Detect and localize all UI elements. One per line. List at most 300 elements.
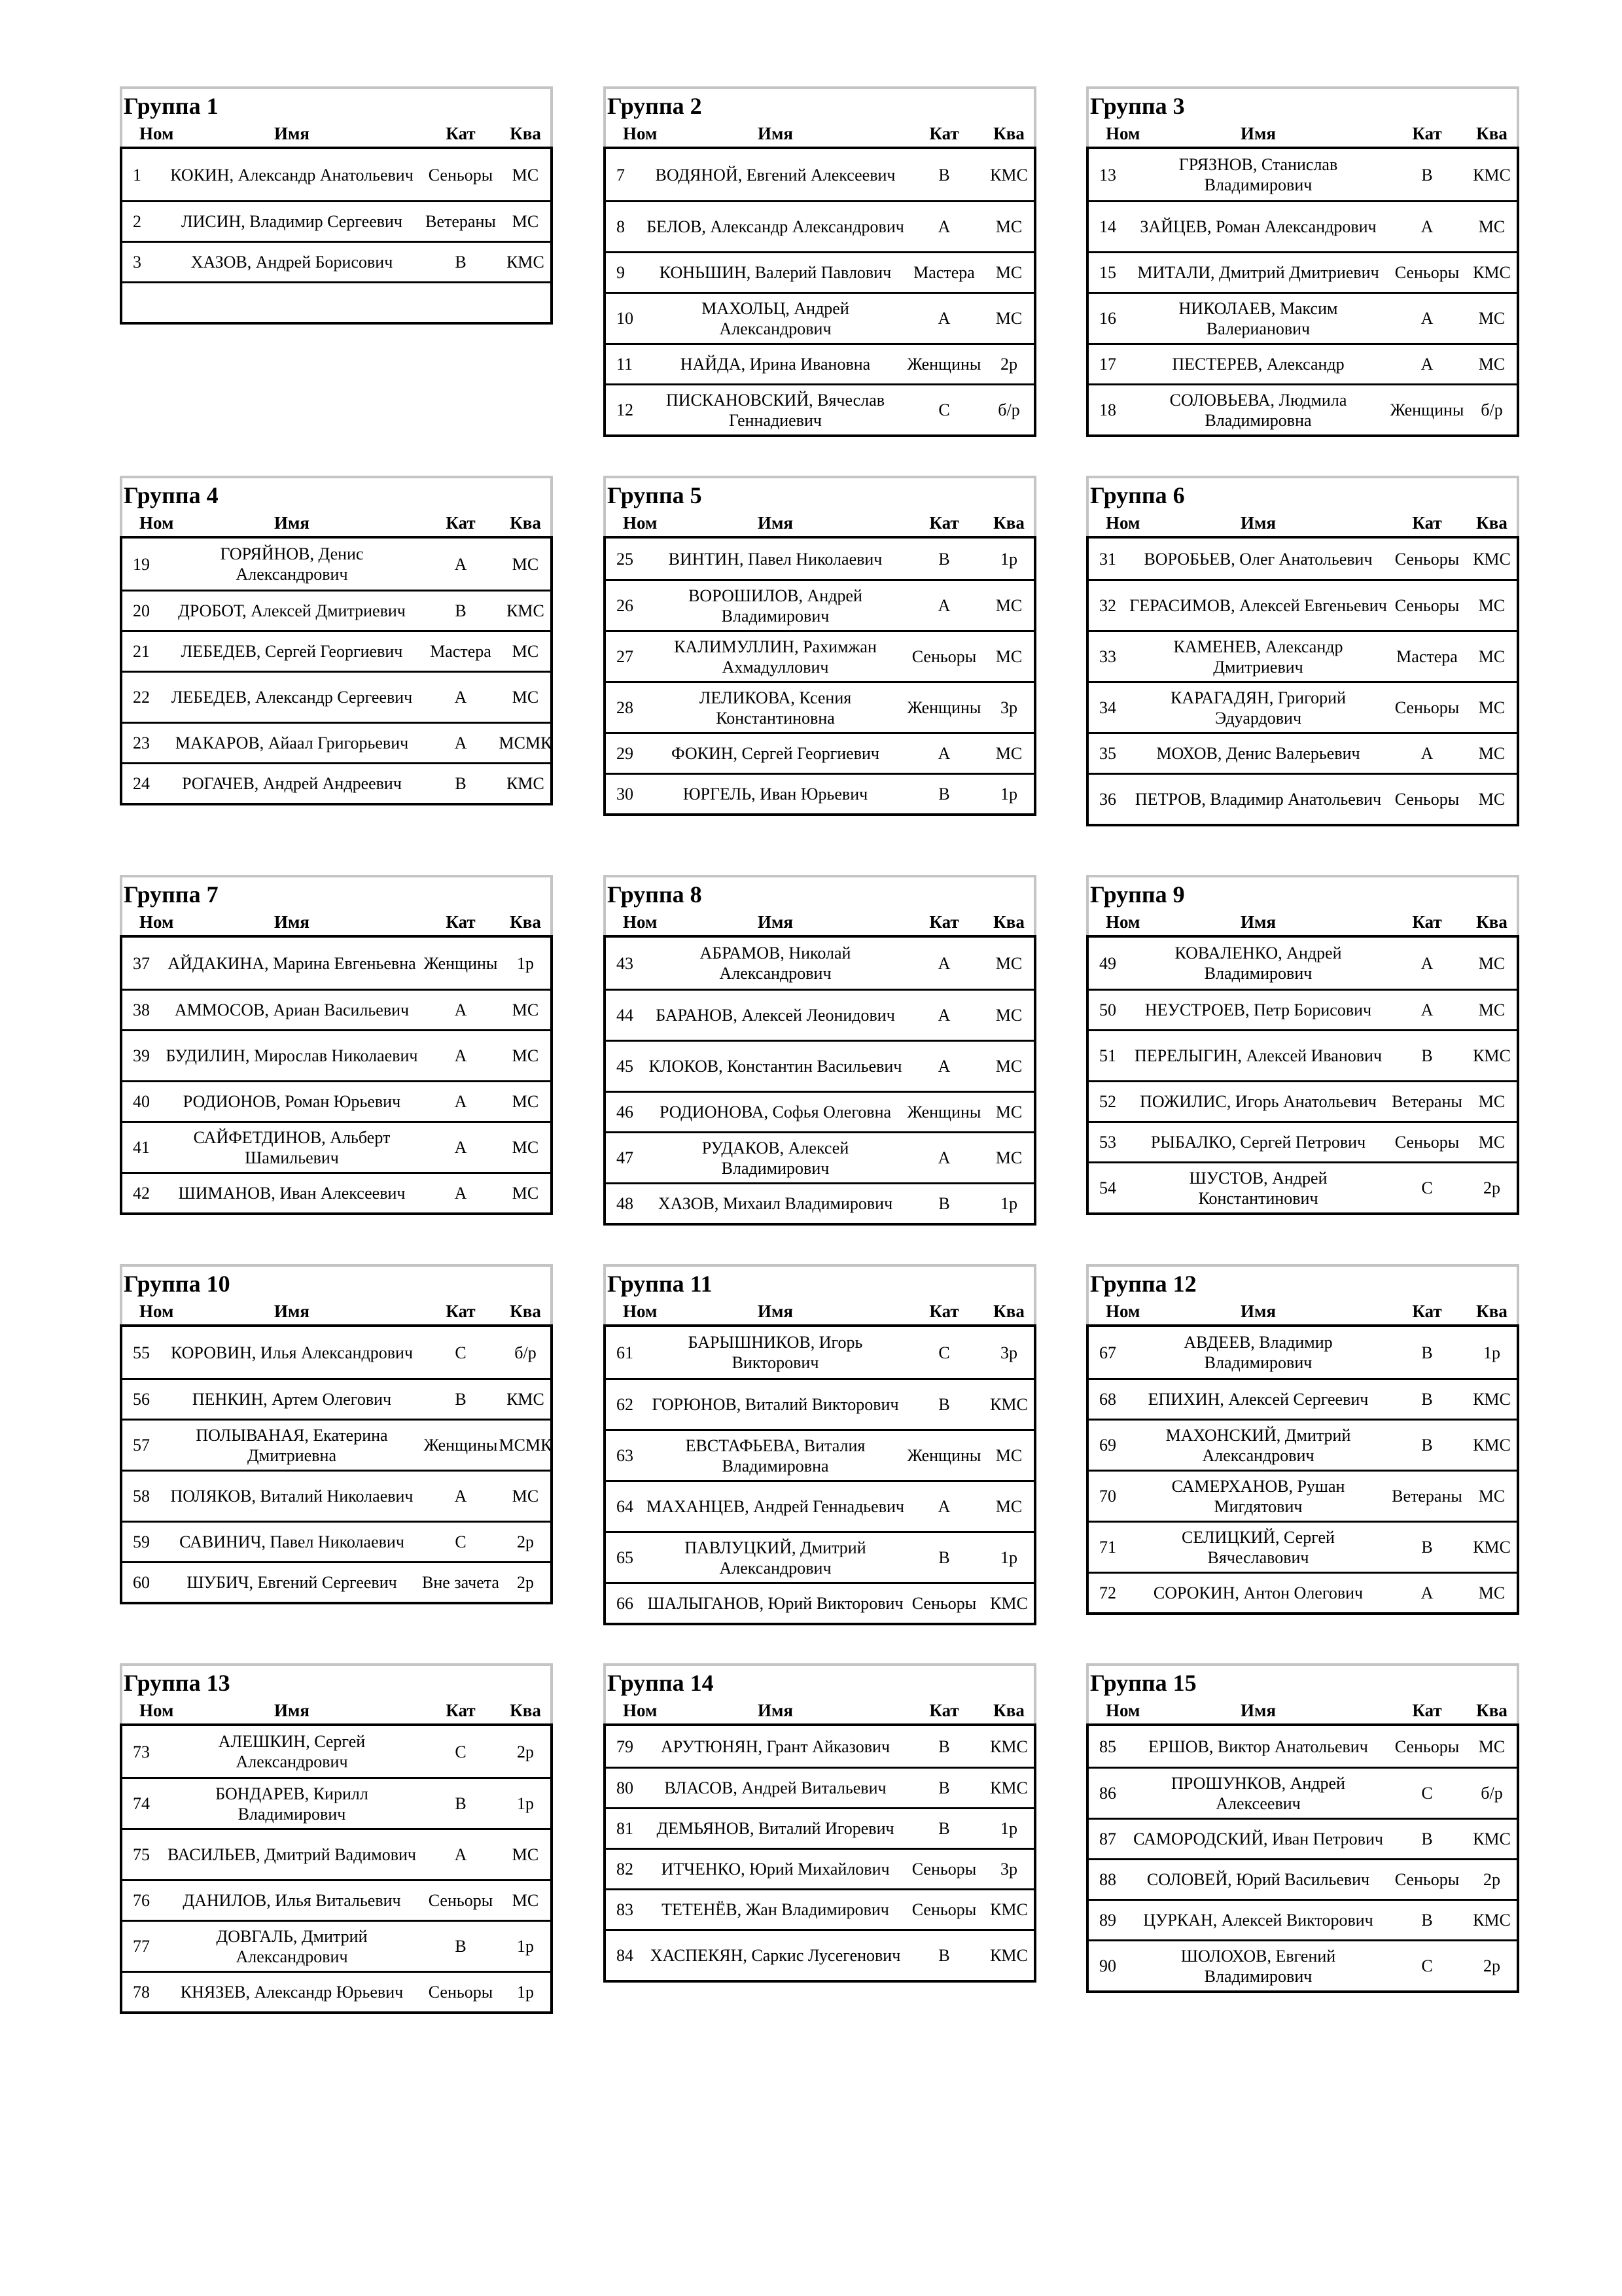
participant-number: 59 (133, 1532, 150, 1551)
participant-qualification: МС (995, 953, 1023, 973)
participant-number: 35 (1099, 744, 1116, 763)
participant-number: 64 (616, 1497, 633, 1516)
participant-category: B (455, 1794, 467, 1813)
participant-number: 56 (133, 1390, 150, 1409)
participant-qualification: МС (1478, 1000, 1506, 1019)
group-body (120, 935, 553, 1215)
column-headers (122, 511, 550, 535)
group-body (603, 147, 1036, 437)
participant-name: ДЕМЬЯНОВ, Виталий Игоревич (656, 1819, 894, 1838)
group-body (603, 1723, 1036, 1983)
participant-number: 90 (1099, 1956, 1116, 1975)
participant-name: ФОКИН, Сергей Георгиевич (671, 744, 879, 763)
participant-name: ШУБИЧ, Евгений Сергеевич (186, 1573, 397, 1592)
column-header-nom: Ном (623, 1701, 658, 1720)
column-header-name: Имя (274, 1301, 309, 1321)
participant-category: B (938, 549, 950, 569)
table-row (606, 579, 1034, 630)
participant-qualification: МС (1478, 1092, 1506, 1111)
group-title: Группа 2 (607, 93, 702, 119)
participant-category: Сеньоры (1394, 549, 1460, 569)
column-header-name: Имя (758, 124, 793, 143)
participant-qualification: КМС (1473, 263, 1511, 282)
participant-number: 19 (133, 554, 150, 574)
group-body (603, 1324, 1036, 1625)
participant-name: АЙДАКИНА, Марина Евгеньевна (167, 953, 416, 973)
participant-number: 58 (133, 1487, 150, 1506)
participant-qualification: КМС (990, 1594, 1028, 1613)
table-row (606, 1726, 1034, 1767)
column-header-kva: Ква (510, 513, 541, 533)
table-row (1089, 1572, 1517, 1612)
column-headers (1089, 511, 1517, 535)
table-row (606, 773, 1034, 813)
participant-number: 14 (1099, 217, 1116, 236)
column-header-kva: Ква (993, 912, 1025, 932)
participant-number: 74 (133, 1794, 150, 1813)
participant-name: СЕЛИЦКИЙ, Сергей Вячеславович (1182, 1527, 1335, 1567)
table-row (122, 630, 550, 671)
participant-category: B (455, 601, 467, 620)
participant-number: 78 (133, 1983, 150, 2002)
participant-category: A (1420, 1583, 1434, 1602)
group-body (1086, 147, 1519, 437)
table-row (606, 1531, 1034, 1582)
participant-number: 62 (616, 1395, 633, 1414)
participant-category: A (454, 1184, 467, 1203)
table-row (1089, 1378, 1517, 1419)
table-row (606, 1040, 1034, 1091)
participant-name: ЛЕБЕДЕВ, Александр Сергеевич (171, 688, 413, 707)
group-header (1086, 1264, 1519, 1324)
table-row (606, 938, 1034, 989)
participant-qualification: 2р (517, 1532, 534, 1551)
table-row (606, 1429, 1034, 1480)
participant-category: Женщины (907, 1446, 981, 1465)
participant-name: ЛЕЛИКОВА, Ксения Константиновна (699, 688, 852, 728)
participant-category: B (1421, 1343, 1433, 1362)
column-header-kva: Ква (510, 1301, 541, 1321)
participant-name: ВОРОШИЛОВ, Андрей Владимирович (688, 586, 862, 626)
participant-qualification: МС (1478, 698, 1506, 717)
participant-number: 31 (1099, 549, 1116, 569)
participant-number: 41 (133, 1138, 150, 1157)
table-row (122, 1470, 550, 1521)
group-header (120, 1264, 553, 1324)
group-header (603, 875, 1036, 935)
participant-category: C (1421, 1784, 1433, 1803)
participant-number: 57 (133, 1436, 150, 1455)
column-header-name: Имя (274, 912, 309, 932)
participant-qualification: МС (995, 1446, 1023, 1465)
participant-qualification: КМС (1473, 1390, 1511, 1409)
participant-category: B (938, 785, 950, 804)
participant-category: A (454, 1092, 467, 1111)
participant-qualification: 2р (517, 1742, 534, 1761)
participant-category: C (1421, 1178, 1433, 1197)
table-row (606, 1888, 1034, 1929)
participant-name: САМОРОДСКИЙ, Иван Петрович (1133, 1829, 1383, 1848)
participant-number: 18 (1099, 400, 1116, 419)
participant-qualification: КМС (1473, 549, 1511, 569)
participant-category: C (455, 1742, 467, 1761)
participant-name: МОХОВ, Денис Валерьевич (1156, 744, 1360, 763)
participant-qualification: МС (512, 1000, 539, 1019)
participant-name: БАРЫШНИКОВ, Игорь Викторович (688, 1333, 863, 1372)
column-header-nom: Ном (139, 124, 174, 143)
column-header-nom: Ном (139, 1301, 174, 1321)
participant-name: ШАЛЫГАНОВ, Юрий Викторович (647, 1594, 904, 1613)
group-title: Группа 9 (1090, 881, 1185, 908)
participant-qualification: 1р (1000, 1819, 1017, 1838)
participant-qualification: 2р (517, 1573, 534, 1592)
participant-name: МАХОНСКИЙ, Дмитрий Александрович (1165, 1425, 1351, 1465)
participant-qualification: МС (512, 1487, 539, 1506)
column-header-cat: Кат (1412, 124, 1442, 143)
group-title: Группа 14 (607, 1670, 714, 1696)
group-header (603, 86, 1036, 147)
participant-number: 2 (133, 212, 141, 231)
participant-category: Женщины (907, 355, 981, 374)
participant-number: 12 (616, 400, 633, 419)
participant-name: МИТАЛИ, Дмитрий Дмитриевич (1137, 263, 1379, 282)
group-body (603, 536, 1036, 816)
participant-name: КОРОВИН, Илья Александрович (170, 1343, 414, 1362)
participant-category: Сеньоры (1394, 263, 1460, 282)
participant-name: ГОРЯЙНОВ, Денис Александрович (220, 544, 364, 584)
column-header-kva: Ква (510, 1701, 541, 1720)
column-header-kva: Ква (1476, 513, 1507, 533)
participant-qualification: МС (995, 1057, 1023, 1076)
column-header-kva: Ква (510, 124, 541, 143)
participant-category: Сеньоры (1394, 1133, 1460, 1152)
table-row (1089, 1521, 1517, 1572)
column-header-name: Имя (274, 1701, 309, 1720)
column-header-nom: Ном (623, 1301, 658, 1321)
participant-category: A (454, 554, 467, 574)
participant-category: B (1421, 165, 1433, 185)
participant-category: Мастера (430, 642, 491, 661)
table-row (1089, 1327, 1517, 1378)
participant-number: 54 (1099, 1178, 1116, 1197)
participant-category: Мастера (1396, 647, 1458, 666)
participant-name: КОНЬШИН, Валерий Павлович (659, 263, 892, 282)
participant-category: Сеньоры (911, 1594, 977, 1613)
participant-number: 75 (133, 1845, 150, 1864)
table-row (606, 1582, 1034, 1623)
column-header-cat: Кат (446, 513, 476, 533)
column-headers (606, 122, 1034, 145)
participant-category: B (938, 165, 950, 185)
participant-qualification: МС (1478, 217, 1506, 236)
participant-number: 52 (1099, 1092, 1116, 1111)
column-header-nom: Ном (1106, 513, 1140, 533)
participant-name: КАМЕНЕВ, Александр Дмитриевич (1173, 637, 1343, 677)
participant-category: Вне зачета (422, 1573, 499, 1592)
column-header-name: Имя (1241, 912, 1276, 932)
group-table (1086, 86, 1519, 437)
participant-category: Сеньоры (428, 1891, 493, 1910)
table-row (1089, 681, 1517, 732)
participant-name: АБРАМОВ, Николай Александрович (699, 944, 851, 983)
participant-qualification: МС (995, 744, 1023, 763)
participant-number: 72 (1099, 1583, 1116, 1602)
participant-number: 37 (133, 953, 150, 973)
column-headers (606, 1299, 1034, 1323)
participant-name: ПОЛЯКОВ, Виталий Николаевич (170, 1487, 414, 1506)
participant-number: 88 (1099, 1870, 1116, 1889)
participant-number: 44 (616, 1006, 633, 1025)
participant-number: 24 (133, 774, 150, 793)
table-row (122, 1029, 550, 1080)
participant-category: Женщины (907, 698, 981, 717)
group-table (120, 1264, 553, 1604)
column-header-kva: Ква (510, 912, 541, 932)
empty-row (122, 281, 550, 322)
table-row (606, 292, 1034, 343)
table-row (606, 539, 1034, 579)
participant-number: 16 (1099, 309, 1116, 328)
participant-number: 43 (616, 953, 633, 973)
table-row (1089, 1121, 1517, 1161)
table-row (1089, 1767, 1517, 1818)
participant-number: 89 (1099, 1911, 1116, 1930)
participant-name: ЕРШОВ, Виктор Анатольевич (1148, 1737, 1368, 1756)
group-header (1086, 1663, 1519, 1723)
participant-qualification: МС (995, 1148, 1023, 1167)
column-header-name: Имя (1241, 1301, 1276, 1321)
participant-number: 65 (616, 1548, 633, 1567)
group-table (603, 1264, 1036, 1625)
column-header-cat: Кат (1412, 1701, 1442, 1720)
participant-name: ЦУРКАН, Алексей Викторович (1143, 1911, 1373, 1930)
participant-category: A (454, 1845, 467, 1864)
participant-number: 27 (616, 647, 633, 666)
participant-number: 21 (133, 642, 150, 661)
participant-name: ДАНИЛОВ, Илья Витальевич (183, 1891, 401, 1910)
participant-number: 73 (133, 1742, 150, 1761)
participant-number: 20 (133, 601, 150, 620)
participant-name: РОДИОНОВА, Софья Олеговна (659, 1103, 892, 1122)
group-table (120, 875, 553, 1215)
participant-name: ЛЕБЕДЕВ, Сергей Георгиевич (181, 642, 403, 661)
table-row (122, 1879, 550, 1920)
participant-category: Женщины (907, 1103, 981, 1122)
participant-number: 60 (133, 1573, 150, 1592)
participant-qualification: 3р (1000, 698, 1017, 717)
participant-qualification: КМС (506, 601, 544, 620)
group-table (120, 1663, 553, 2014)
participant-number: 61 (616, 1343, 633, 1362)
participant-qualification: б/р (514, 1343, 537, 1362)
group-header (120, 1663, 553, 1723)
participant-name: ЕВСТАФЬЕВА, Виталия Владимировна (685, 1436, 866, 1475)
group-table (1086, 1264, 1519, 1615)
participant-category: Сеньоры (911, 647, 977, 666)
participant-qualification: 3р (1000, 1343, 1017, 1362)
table-row (606, 149, 1034, 200)
participant-name: МАКАРОВ, Айаал Григорьевич (175, 733, 409, 752)
table-row (606, 630, 1034, 681)
participant-name: ДОВГАЛЬ, Дмитрий Александрович (216, 1926, 368, 1966)
group-header (1086, 86, 1519, 147)
table-row (122, 200, 550, 241)
participant-name: САЙФЕТДИНОВ, Альберт Шамильевич (193, 1127, 391, 1167)
participant-number: 25 (616, 549, 633, 569)
participant-number: 13 (1099, 165, 1116, 185)
participant-qualification: МС (1478, 790, 1506, 809)
participant-category: B (938, 1946, 950, 1965)
participant-category: A (938, 1148, 951, 1167)
table-row (122, 1971, 550, 2011)
participant-name: ПЕТРОВ, Владимир Анатольевич (1135, 790, 1382, 809)
participant-number: 32 (1099, 596, 1116, 615)
participant-number: 81 (616, 1819, 633, 1838)
column-header-kva: Ква (993, 1301, 1025, 1321)
column-header-cat: Кат (1412, 1301, 1442, 1321)
participant-qualification: 2р (1000, 355, 1017, 374)
participant-category: A (1420, 309, 1434, 328)
participant-category: C (1421, 1956, 1433, 1975)
table-row (1089, 539, 1517, 579)
group-table (603, 875, 1036, 1226)
table-row (122, 539, 550, 590)
participant-category: B (1421, 1829, 1433, 1848)
group-title: Группа 1 (124, 93, 219, 119)
column-header-cat: Кат (1412, 513, 1442, 533)
participant-qualification: 2р (1483, 1870, 1500, 1889)
participant-category: Женщины (423, 953, 498, 973)
participant-name: ПОЖИЛИС, Игорь Анатольевич (1140, 1092, 1377, 1111)
participant-name: ЗАЙЦЕВ, Роман Александрович (1140, 217, 1377, 236)
participant-category: A (454, 1138, 467, 1157)
participant-qualification: КМС (990, 1737, 1028, 1756)
table-row (1089, 343, 1517, 383)
participant-name: ПЕРЕЛЫГИН, Алексей Иванович (1134, 1046, 1383, 1065)
participant-number: 50 (1099, 1000, 1116, 1019)
group-table (603, 1663, 1036, 1983)
column-header-nom: Ном (623, 912, 658, 932)
column-header-cat: Кат (446, 1301, 476, 1321)
participant-number: 79 (616, 1737, 633, 1756)
table-row (122, 1920, 550, 1971)
participant-qualification: МС (995, 263, 1023, 282)
participant-category: A (1420, 217, 1434, 236)
group-title: Группа 11 (607, 1271, 713, 1297)
column-headers (1089, 910, 1517, 934)
group-table (1086, 1663, 1519, 1993)
column-header-nom: Ном (139, 912, 174, 932)
participant-number: 1 (133, 165, 141, 185)
table-row (122, 1726, 550, 1777)
column-header-kva: Ква (1476, 1701, 1507, 1720)
participant-number: 33 (1099, 647, 1116, 666)
table-row (1089, 1029, 1517, 1080)
group-body (1086, 935, 1519, 1215)
table-row (606, 343, 1034, 383)
participant-number: 36 (1099, 790, 1116, 809)
participant-qualification: 1р (1483, 1343, 1500, 1362)
participant-name: СОЛОВЬЕВА, Людмила Владимировна (1169, 390, 1347, 430)
table-row (606, 989, 1034, 1040)
group-header (603, 1264, 1036, 1324)
table-row (606, 1807, 1034, 1848)
participant-number: 48 (616, 1194, 633, 1213)
participant-number: 71 (1099, 1538, 1116, 1557)
participant-qualification: МСМК (499, 733, 552, 752)
participant-name: ЛИСИН, Владимир Сергеевич (181, 212, 403, 231)
table-row (1089, 989, 1517, 1029)
table-row (122, 1561, 550, 1602)
participant-name: НАЙДА, Ирина Ивановна (680, 355, 871, 374)
column-header-cat: Кат (929, 1301, 959, 1321)
participant-name: ШОЛОХОВ, Евгений Владимирович (1180, 1946, 1336, 1986)
participant-name: ХАСПЕКЯН, Саркис Лусегенович (650, 1946, 901, 1965)
participant-qualification: КМС (1473, 1046, 1511, 1065)
participant-number: 42 (133, 1184, 150, 1203)
table-row (1089, 579, 1517, 630)
participant-qualification: КМС (990, 1778, 1028, 1797)
table-row (606, 200, 1034, 251)
participant-number: 39 (133, 1046, 150, 1065)
table-row (606, 1131, 1034, 1182)
table-row (1089, 251, 1517, 292)
participant-qualification: 1р (517, 1937, 534, 1956)
column-headers (606, 511, 1034, 535)
participant-category: A (454, 1000, 467, 1019)
participant-qualification: МС (512, 212, 539, 231)
participant-name: КАРАГАДЯН, Григорий Эдуардович (1170, 688, 1346, 728)
participant-name: НЕУСТРОЕВ, Петр Борисович (1144, 1000, 1372, 1019)
column-header-nom: Ном (1106, 124, 1140, 143)
column-headers (122, 910, 550, 934)
participant-name: КОКИН, Александр Анатольевич (170, 165, 414, 185)
participant-qualification: КМС (1473, 165, 1511, 185)
participant-category: A (938, 1057, 951, 1076)
group-table (1086, 875, 1519, 1215)
table-row (122, 1172, 550, 1212)
participant-qualification: МС (512, 1046, 539, 1065)
table-row (122, 1080, 550, 1121)
participant-number: 77 (133, 1937, 150, 1956)
participant-name: АММОСОВ, Ариан Васильевич (174, 1000, 410, 1019)
table-row (1089, 1161, 1517, 1212)
participant-number: 87 (1099, 1829, 1116, 1848)
participant-number: 45 (616, 1057, 633, 1076)
table-row (122, 241, 550, 281)
participant-name: ЕПИХИН, Алексей Сергеевич (1148, 1390, 1369, 1409)
participant-number: 40 (133, 1092, 150, 1111)
group-header (120, 86, 553, 147)
participant-category: B (455, 774, 467, 793)
participant-category: Сеньоры (1394, 596, 1460, 615)
table-row (1089, 1726, 1517, 1767)
participant-name: РОДИОНОВ, Роман Юрьевич (183, 1092, 401, 1111)
participant-category: A (1420, 355, 1434, 374)
participant-qualification: МС (512, 554, 539, 574)
participant-category: C (938, 1343, 950, 1362)
participant-category: B (938, 1819, 950, 1838)
participant-qualification: 1р (517, 1983, 534, 2002)
participant-category: C (455, 1532, 467, 1551)
participant-number: 82 (616, 1860, 633, 1879)
column-headers (122, 122, 550, 145)
group-body (1086, 1324, 1519, 1615)
column-header-name: Имя (758, 1701, 793, 1720)
participant-qualification: КМС (1473, 1436, 1511, 1455)
table-row (1089, 149, 1517, 200)
participant-qualification: 1р (1000, 785, 1017, 804)
